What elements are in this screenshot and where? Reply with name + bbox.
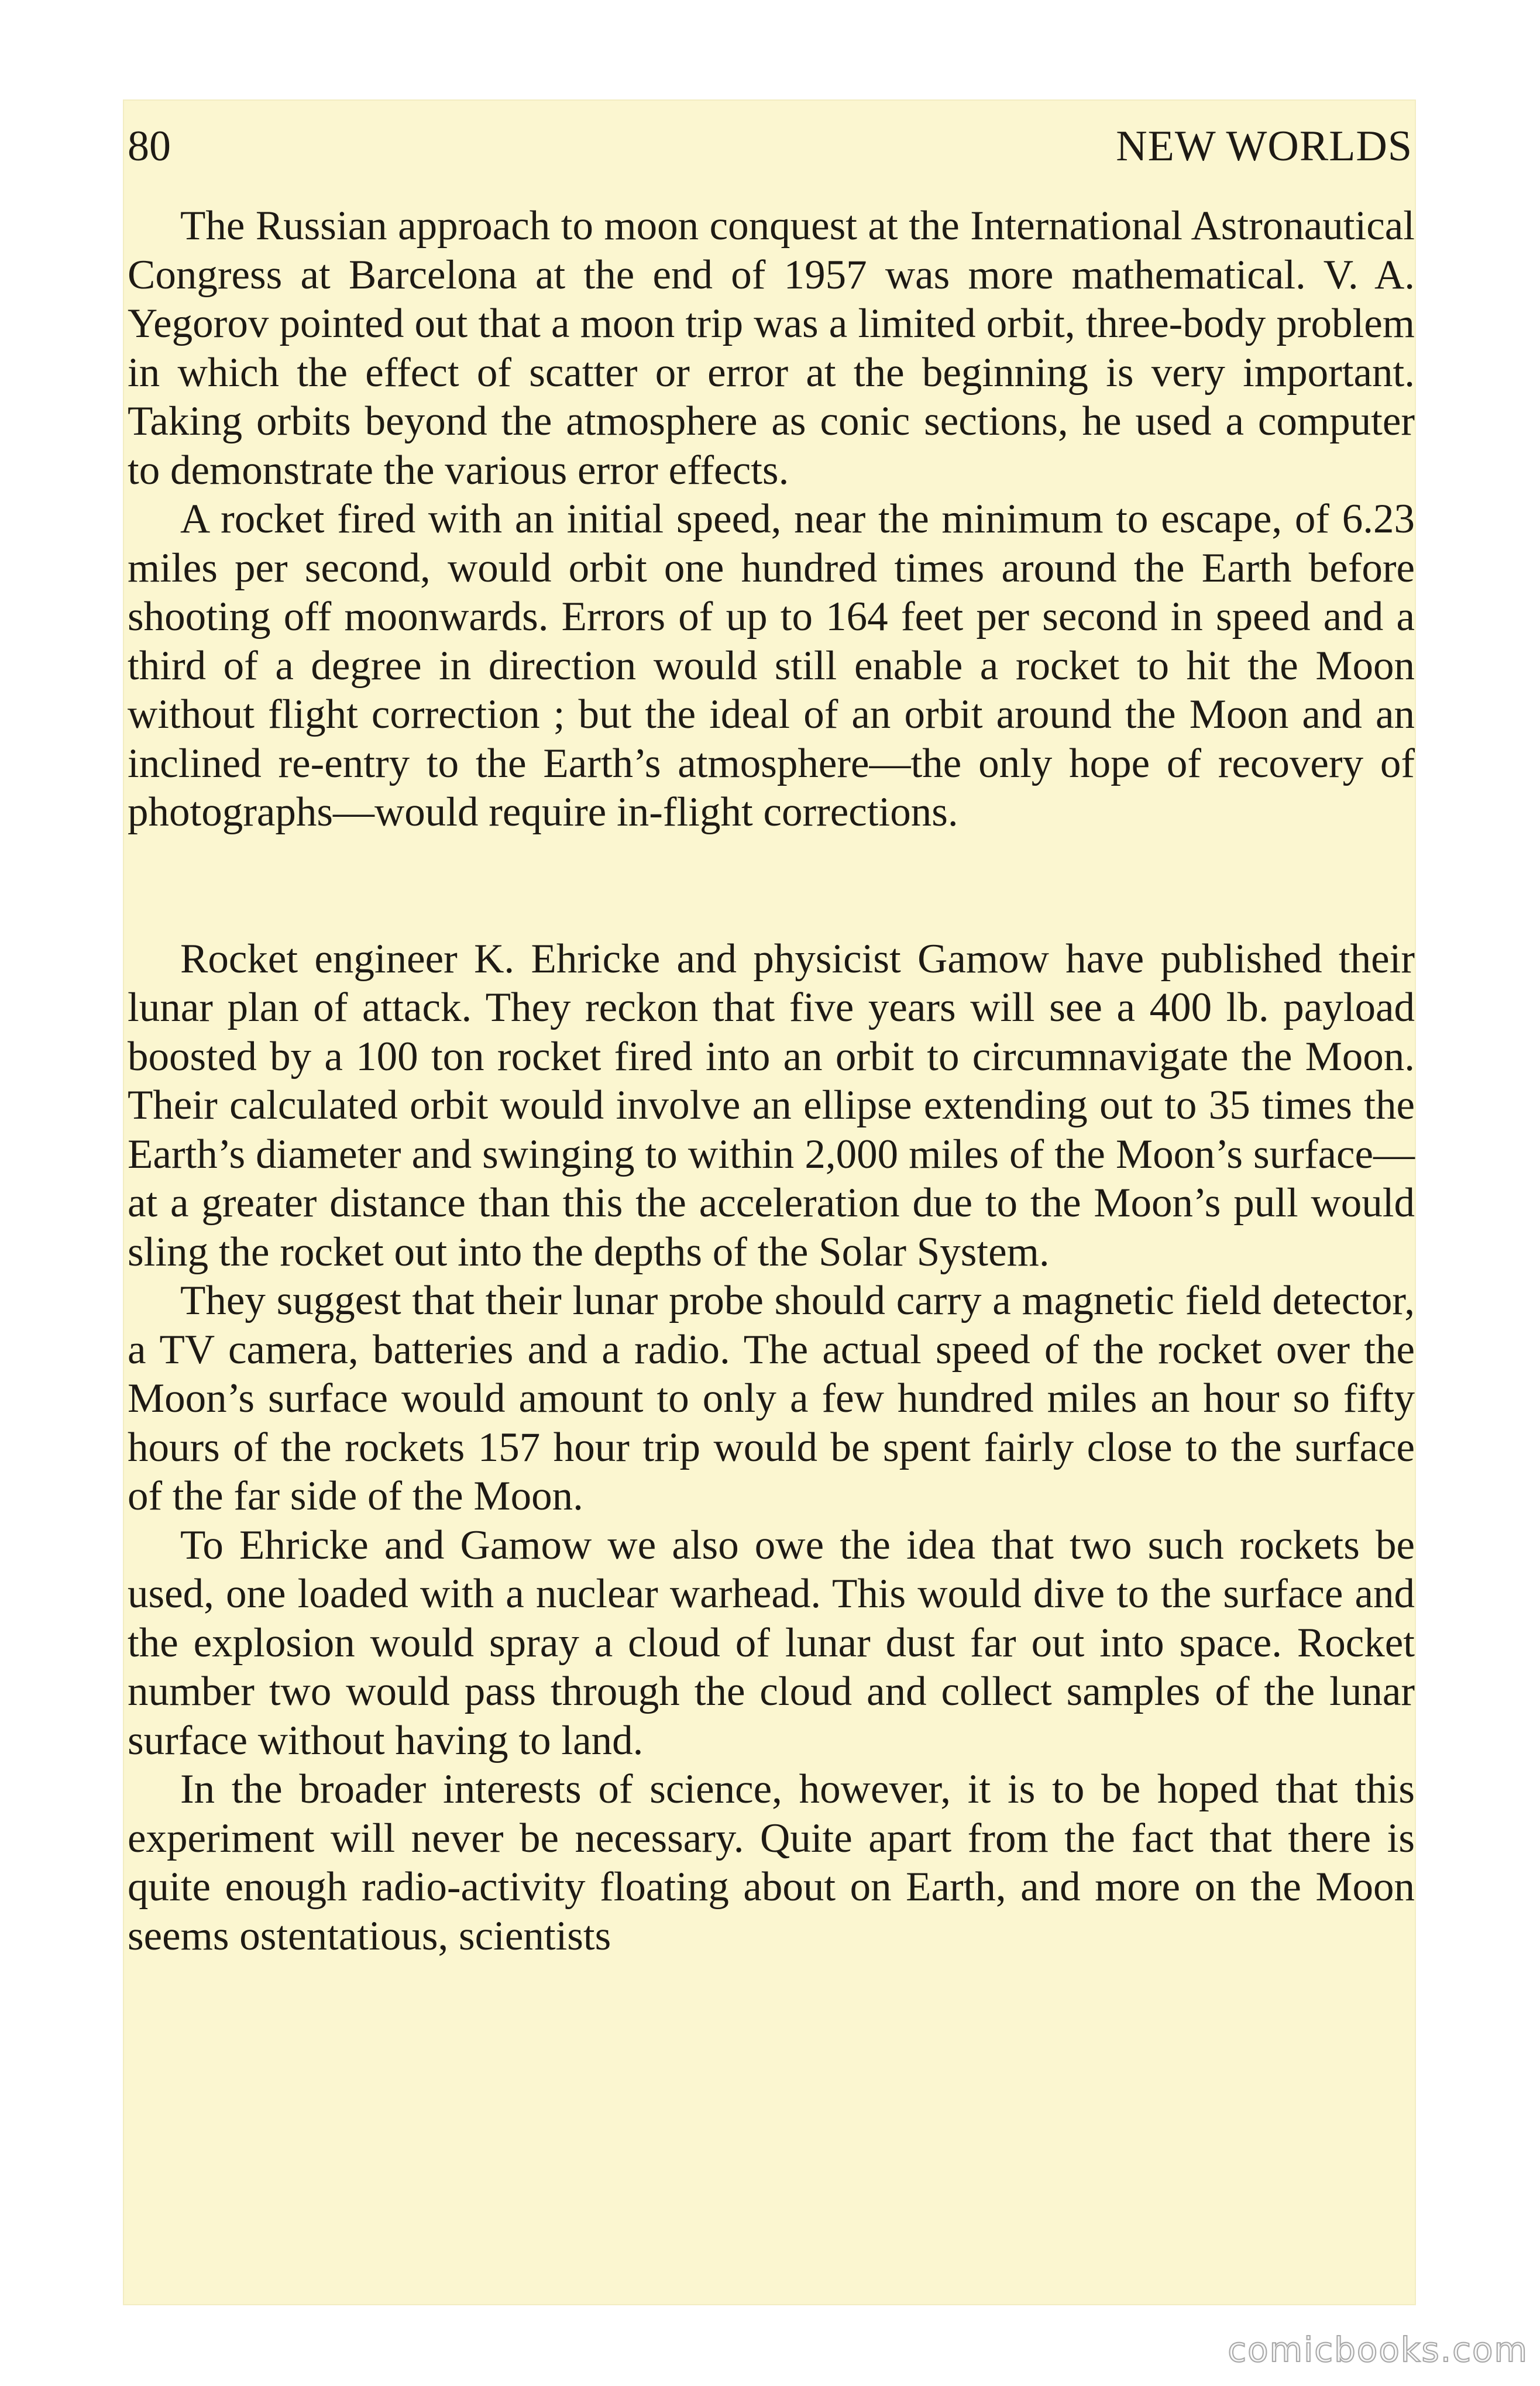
paragraph: Rocket engineer K. Ehricke and physicist Gamow have published their lunar plan of attack. They reckon that five years will see a 400 lb. payload boosted by a 100 ton rocket fired into an orbit to circumnavigate the Moon. Their calculated orbit would involve an ellipse extending out to 35 times the Earth’s diameter and swinging to within 2,000 miles of the Moon’s surface—at a greater distance than this the acceleration due to the Moon’s pull would sling the rocket out into the depths of the Solar System.	[128, 936, 1415, 1275]
paragraph: A rocket fired with an initial speed, near the minimum to escape, of 6.23 miles per second, would orbit one hundred times around the Earth before shooting off moonwards. Errors of up to 164 feet per second in speed and a third of a degree in direction would still enable a rocket to hit the Moon without flight correction ; but the ideal of an orbit around the Moon and an inclined re-entry to the Earth’s atmosphere—the only hope of recovery of photographs—would require in-flight corrections.	[128, 496, 1415, 835]
section-break	[128, 837, 1415, 935]
book-page	[123, 99, 1416, 2305]
page-number: 80	[128, 122, 171, 170]
paragraph: In the broader interests of science, however, it is to be hoped that this experiment will never be necessary. Quite apart from the fact that there is quite enough radio-activity floating about on Earth, and more on the Moon seems ostentatious, scientists	[128, 1766, 1415, 1959]
paragraph: To Ehricke and Gamow we also owe the idea that two such rockets be used, one loaded with a nuclear warhead. This would dive to the surface and the explosion would spray a cloud of lunar dust far out into space. Rocket number two would pass through the cloud and collect samples of the lunar surface without having to land.	[128, 1522, 1415, 1763]
body-text	[128, 202, 1415, 1961]
page-header	[123, 111, 1416, 176]
paragraph: They suggest that their lunar probe should carry a magnetic field detector, a TV camera, batteries and a radio. The actual speed of the rocket over the Moon’s surface would amount to only a few hundred miles an hour so fifty hours of the rockets 157 hour trip would be spent fairly close to the surface of the far side of the Moon.	[128, 1278, 1415, 1519]
paragraph: The Russian approach to moon conquest at the International Astronautical Congress at Barcelona at the end of 1957 was more mathematical. V. A. Yegorov pointed out that a moon trip was a limited orbit, three-body problem in which the effect of scatter or error at the beginning is very important. Taking orbits beyond the atmosphere as conic sections, he used a computer to demonstrate the various error effects.	[128, 203, 1415, 493]
running-head: NEW WORLDS	[1116, 122, 1412, 170]
watermark: comicbooks.com	[1228, 2330, 1528, 2370]
